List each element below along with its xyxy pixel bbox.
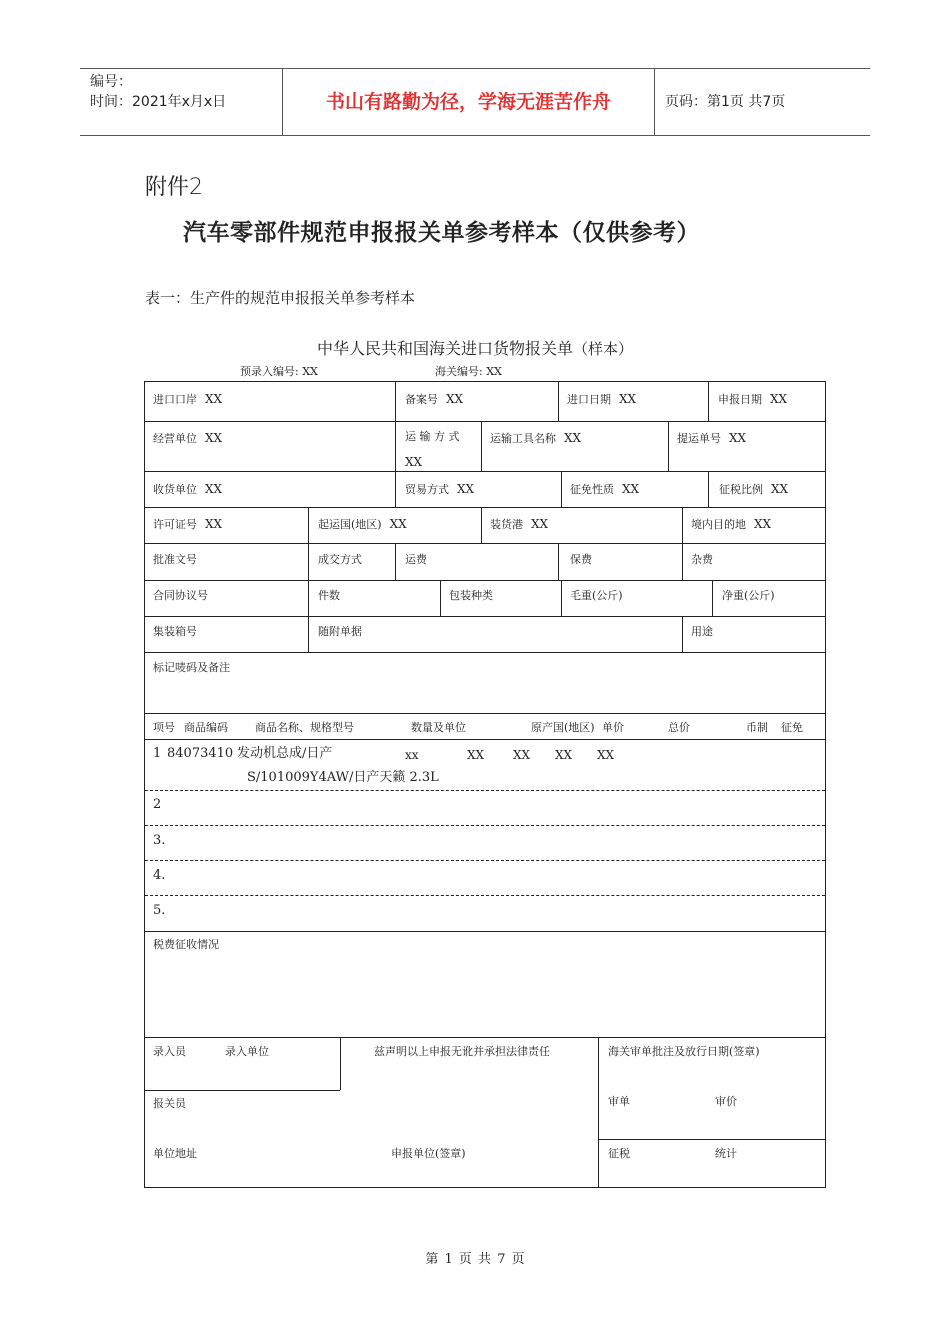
field-usage: 用途 [691,625,713,638]
col-rule [481,421,482,471]
field-vehicle-name: 运输工具名称 XX [490,431,582,445]
col-rule [395,382,396,421]
goods-col-total: 总价 [668,721,690,734]
page-footer: 第 1 页 共 7 页 [425,1252,525,1267]
field-doc-review: 审单 [608,1095,630,1108]
form-title-main: 中华人民共和国海关进口货物报关单 [316,339,573,358]
declaration-form [144,381,826,1188]
goods-item-no: 1 [153,746,162,761]
goods-col-name: 商品名称、规格型号 [255,721,354,734]
field-record-no: 备案号 XX [405,392,464,406]
document-title: 汽车零部件规范申报报关单参考样本（仅供参考） [183,219,700,246]
col-rule [308,616,309,652]
field-pieces: 件数 [318,589,340,602]
col-rule [395,421,396,471]
attachment-label: 附件2 [145,175,203,200]
col-rule [598,1037,599,1188]
rule [145,507,825,508]
field-contract-no: 合同协议号 [153,589,208,602]
page-header [80,68,870,136]
goods-item-total: XX [555,748,573,762]
field-import-port: 进口口岸 XX [153,392,223,406]
rule [145,739,825,740]
rule [145,471,825,472]
rule [145,652,825,653]
field-transport-mode-value: XX [405,455,423,469]
header-page-info: 页码：第1页 共7页 [665,94,786,110]
goods-col-origin: 原产国(地区) [531,721,595,734]
col-rule [308,507,309,543]
field-trade-mode: 贸易方式 XX [405,482,475,496]
field-approval-no: 批准文号 [153,553,197,566]
field-broker: 报关员 [153,1097,186,1110]
goods-col-unit-price: 单价 [602,721,624,734]
field-package-type: 包装种类 [449,589,493,602]
field-transport-mode: 运 输 方 式 [405,430,460,443]
goods-item-5: 5. [153,903,166,918]
goods-item-name: 发动机总成/日产 [237,746,333,761]
field-attached-docs: 随附单据 [318,625,362,638]
col-rule [561,580,562,616]
field-freight: 运费 [405,553,427,566]
field-gross-weight: 毛重(公斤) [570,589,623,602]
goods-col-qty: 数量及单位 [411,721,466,734]
col-rule [668,421,669,471]
col-rule [682,616,683,652]
field-consignee: 收货单位 XX [153,482,223,496]
form-title [0,336,950,359]
col-rule [558,543,559,580]
rule [145,1090,340,1091]
header-meta [80,69,282,136]
field-unit-address: 单位地址 [153,1147,197,1160]
rule [145,1037,825,1038]
field-declaring-unit: 申报单位(签章) [391,1147,466,1160]
goods-item-unit-price: XX [513,748,531,762]
field-insurance: 保费 [570,553,592,566]
field-operator: 经营单位 XX [153,431,223,445]
rule [145,616,825,617]
rule [598,1139,826,1140]
field-import-date: 进口日期 XX [567,392,637,406]
field-bill-no: 提运单号 XX [677,431,747,445]
col-rule [682,543,683,580]
dashed-rule [145,895,825,896]
field-entry-clerk: 录入员 [153,1045,186,1058]
col-rule [708,471,709,507]
rule [145,543,825,544]
pre-entry-number: 预录入编号: XX [240,365,318,378]
col-rule [440,580,441,616]
field-license-no: 许可证号 XX [153,517,223,531]
field-deal-mode: 成交方式 [318,553,362,566]
field-destination: 境内目的地 XX [691,517,772,531]
field-origin-country: 起运国(地区) XX [318,517,407,531]
dashed-rule [145,790,825,791]
field-declare-date: 申报日期 XX [718,392,788,406]
field-levy: 征税 [608,1147,630,1160]
customs-number: 海关编号: XX [435,365,502,378]
field-net-weight: 净重(公斤) [722,589,775,602]
field-exemption-nature: 征免性质 XX [570,482,640,496]
field-misc-fee: 杂费 [691,553,713,566]
col-rule [308,580,309,616]
field-tax-levy: 税费征收情况 [153,938,219,951]
goods-item-currency: XX [597,748,615,762]
form-title-suffix: （样本） [573,340,634,358]
col-rule [708,382,709,421]
col-rule [481,507,482,543]
field-tax-ratio: 征税比例 XX [719,482,789,496]
col-rule [682,507,683,543]
table-subtitle: 表一：生产件的规范申报报关单参考样本 [145,289,416,307]
field-container-no: 集装箱号 [153,625,197,638]
col-rule [340,1037,341,1090]
goods-col-item: 项号 [153,721,175,734]
field-statistics: 统计 [715,1147,737,1160]
goods-item-model: S/101009Y4AW/日产天籁 2.3L [247,770,439,785]
goods-col-exempt: 征免 [781,721,803,734]
rule [145,1187,599,1188]
goods-item-2: 2 [153,797,162,812]
col-rule [712,580,713,616]
number-label: 编号： [90,74,132,90]
dashed-rule [145,860,825,861]
field-entry-unit: 录入单位 [225,1045,269,1058]
field-price-review: 审价 [715,1095,737,1108]
goods-item-4: 4. [153,868,166,883]
goods-col-code: 商品编码 [184,721,228,734]
col-rule [395,471,396,507]
declaration-statement: 兹声明以上申报无讹并承担法律责任 [374,1045,550,1058]
goods-item-code: 84073410 [167,746,234,761]
rule [145,931,825,932]
rule [145,421,825,422]
rule [145,580,825,581]
field-loading-port: 装货港 XX [490,517,549,531]
time-label: 时间：2021年x月x日 [90,94,227,110]
col-rule [308,543,309,580]
field-customs-approval: 海关审单批注及放行日期(签章) [608,1045,760,1058]
goods-item-3: 3. [153,833,166,848]
goods-item-qty: xx [405,748,419,762]
field-marks-remarks: 标记唛码及备注 [153,661,230,674]
col-rule [558,382,559,421]
rule [145,713,825,714]
goods-col-currency: 币制 [746,721,768,734]
goods-item-origin: XX [467,748,485,762]
col-rule [395,543,396,580]
header-motto: 书山有路勤为径，学海无涯苦作舟 [282,69,655,136]
col-rule [561,471,562,507]
dashed-rule [145,825,825,826]
